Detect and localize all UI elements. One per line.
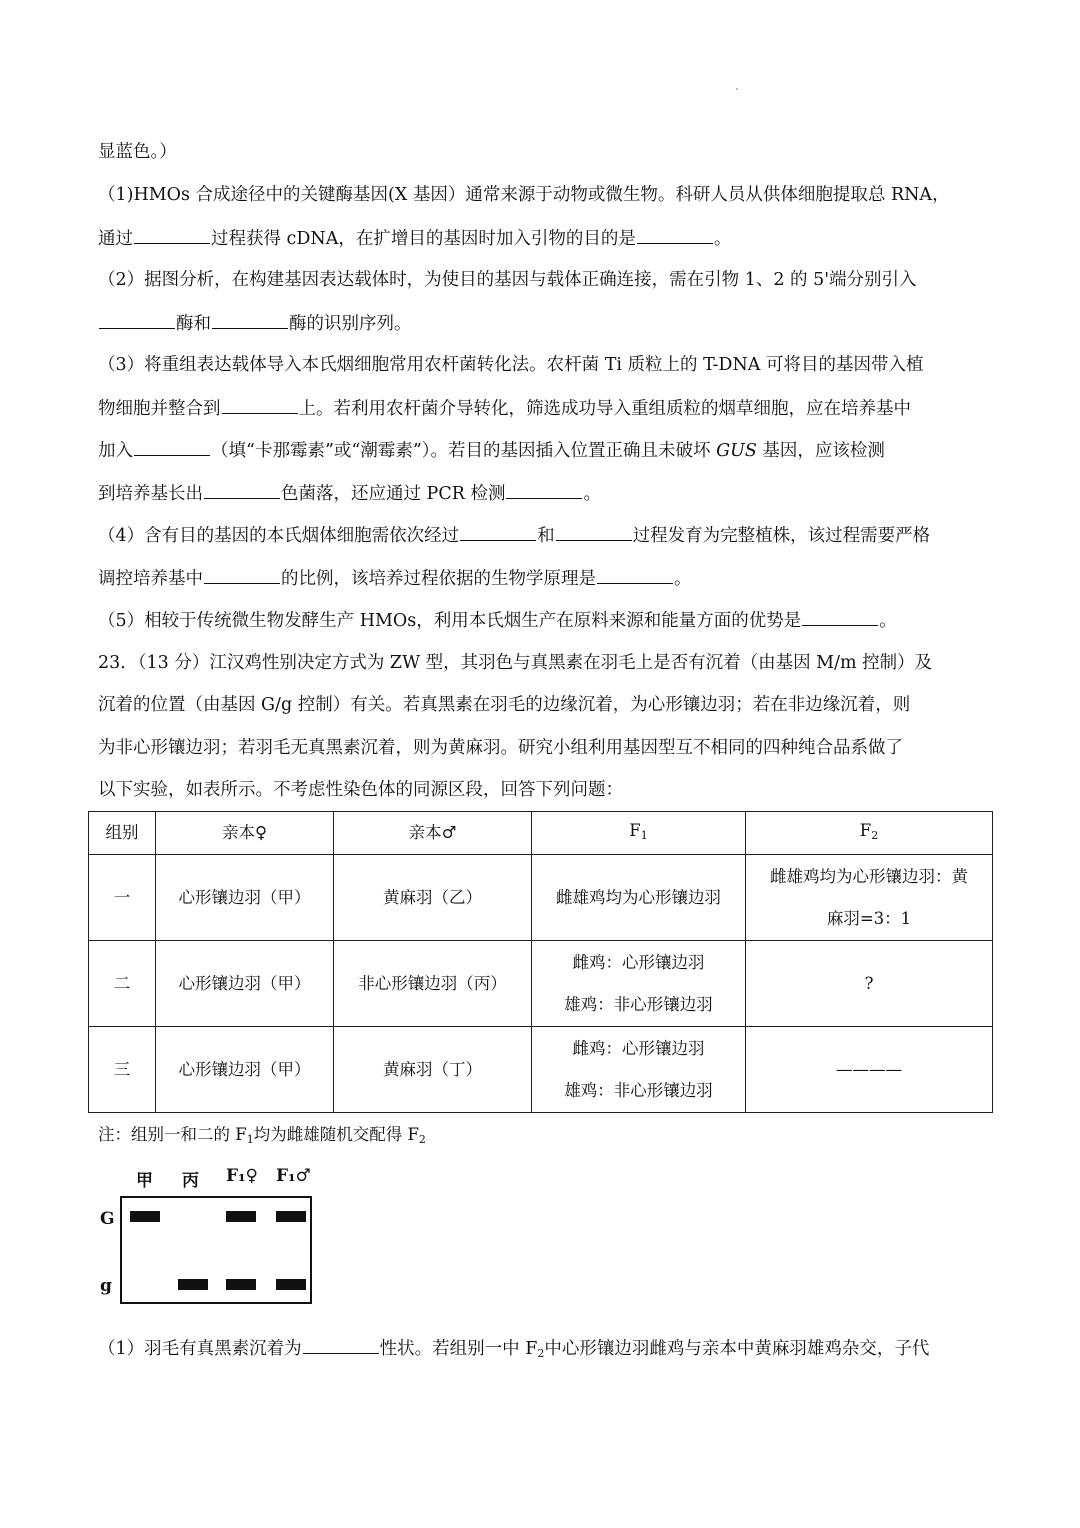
answer-blank[interactable] — [134, 437, 210, 456]
text-line — [98, 437, 988, 464]
text: 色菌落，还应通过 PCR 检测 — [281, 484, 506, 504]
answer-blank[interactable] — [506, 480, 582, 499]
text-line — [98, 225, 988, 252]
experiment-table — [88, 811, 993, 1113]
band-bing-g — [178, 1279, 208, 1290]
text: 酶和 — [176, 314, 211, 334]
cell-f2: ? — [746, 941, 993, 1027]
question-22-1 — [98, 182, 988, 208]
text-line — [98, 735, 988, 761]
text: 23．（13 分）江汉鸡性别决定方式为 ZW 型，其羽色与真黑素在羽毛上是否有沉着（由基因 M/m 控制）及 — [98, 653, 933, 673]
answer-blank[interactable] — [204, 565, 280, 584]
subscript: 1 — [246, 1133, 254, 1146]
text: （5）相较于传统微生物发酵生产 HMOs，利用本氏烟生产在原料来源和能量方面的优势是 — [98, 611, 802, 631]
text: 麻羽=3：1 — [826, 908, 912, 928]
text-line — [98, 310, 988, 337]
answer-blank[interactable] — [204, 480, 280, 499]
text: 均为雌雄随机交配得 F — [253, 1125, 419, 1144]
cell-f2: ———— — [746, 1027, 993, 1113]
cell-f1 — [532, 1027, 746, 1113]
band-f1-male-G — [276, 1211, 306, 1222]
header-group: 组别 — [89, 812, 156, 855]
text: 雌雄鸡均为心形镶边羽 — [556, 887, 721, 907]
cell-group: 一 — [89, 855, 156, 941]
text: 雌鸡：心形镶边羽 — [572, 952, 705, 972]
cell-male: 非心形镶边羽（丙） — [334, 941, 532, 1027]
text: 酶的识别序列。 — [289, 314, 412, 334]
text: 雌鸡：心形镶边羽 — [572, 1038, 705, 1058]
table-header-row — [89, 812, 993, 855]
text-line — [98, 139, 988, 165]
answer-blank[interactable] — [637, 225, 713, 244]
text: 雄鸡：非心形镶边羽 — [564, 994, 713, 1014]
band-f1-female-g — [226, 1279, 256, 1290]
band-label-g: g — [100, 1276, 112, 1296]
text: 过程获得 cDNA，在扩增目的基因时加入引物的目的是 — [211, 229, 636, 249]
lane-label-jia: 甲 — [136, 1171, 153, 1191]
speck-mark — [736, 88, 738, 90]
text: 的比例，该培养过程依据的生物学原理是 — [281, 569, 596, 589]
text: 物细胞并整合到 — [98, 399, 221, 419]
cell-f1 — [532, 855, 746, 941]
answer-blank[interactable] — [134, 225, 210, 244]
text: 加入 — [98, 441, 133, 461]
band-jia-G — [130, 1211, 160, 1222]
cell-f2 — [746, 855, 993, 941]
text-line — [98, 777, 988, 803]
subscript: 1 — [640, 828, 648, 842]
cell-female: 心形镶边羽（甲） — [156, 941, 334, 1027]
text: 到培养基长出 — [98, 484, 203, 504]
text: 基因，应该检测 — [762, 441, 885, 461]
question-22-5 — [98, 607, 988, 634]
band-f1-male-g — [276, 1279, 306, 1290]
text: 雄鸡：非心形镶边羽 — [564, 1080, 713, 1100]
answer-blank[interactable] — [222, 395, 298, 414]
header-female-parent: 亲本♀ — [156, 812, 334, 855]
text: 雌雄鸡均为心形镶边羽：黄 — [770, 866, 968, 886]
question-22-2 — [98, 267, 988, 293]
answer-blank[interactable] — [212, 310, 288, 329]
text: 调控培养基中 — [98, 569, 203, 589]
header-f1 — [532, 812, 746, 855]
cell-male: 黄麻羽（乙） — [334, 855, 532, 941]
text: 。 — [713, 229, 732, 249]
text-line — [98, 395, 988, 422]
text-line — [98, 565, 988, 592]
table-row — [89, 941, 993, 1027]
text-line — [98, 480, 988, 507]
lane-label-bing: 丙 — [182, 1171, 199, 1191]
text: 以下实验，如表所示。不考虑性染色体的同源区段，回答下列问题： — [98, 780, 623, 800]
subscript: 2 — [418, 1133, 426, 1146]
lane-label-f1-male: F₁♂ — [276, 1166, 311, 1186]
question-22-3 — [98, 352, 988, 378]
cell-group: 二 — [89, 941, 156, 1027]
table-row — [89, 1027, 993, 1113]
text: F — [629, 820, 641, 840]
answer-blank[interactable] — [597, 565, 673, 584]
electrophoresis-diagram — [98, 1166, 318, 1311]
answer-blank[interactable] — [99, 310, 175, 329]
text: （2）据图分析，在构建基因表达载体时，为使目的基因与载体正确连接，需在引物 1、2 的 5'端分别引入 — [98, 270, 917, 290]
text: （填“卡那霉素”或“潮霉素”）。若目的基因插入位置正确且未破坏 — [211, 441, 711, 461]
text: 显蓝色。） — [98, 142, 177, 162]
text: 注：组别一和二的 F — [98, 1125, 247, 1144]
cell-male: 黄麻羽（丁） — [334, 1027, 532, 1113]
text: 和 — [537, 526, 555, 546]
cell-female: 心形镶边羽（甲） — [156, 1027, 334, 1113]
text: （3）将重组表达载体导入本氏烟细胞常用农杆菌转化法。农杆菌 Ti 质粒上的 T-DNA 可将目的基因带入植 — [98, 355, 924, 375]
question-22-4 — [98, 522, 988, 549]
text: （4）含有目的基因的本氏烟体细胞需依次经过 — [98, 526, 460, 546]
text: 为非心形镶边羽；若羽毛无真黑素沉着，则为黄麻羽。研究小组利用基因型互不相同的四种纯合品系做了 — [98, 738, 903, 758]
cell-female: 心形镶边羽（甲） — [156, 855, 334, 941]
answer-blank[interactable] — [303, 1335, 379, 1354]
question-23-1 — [98, 1335, 988, 1367]
question-23-stem — [98, 650, 988, 676]
text: F — [859, 820, 872, 840]
text: （1）羽毛有真黑素沉着为 — [98, 1339, 302, 1359]
cell-f1 — [532, 941, 746, 1027]
text: 中心形镶边羽雌鸡与亲本中黄麻羽雄鸡杂交，子代 — [544, 1339, 930, 1359]
lane-label-f1-female: F₁♀ — [226, 1166, 258, 1186]
answer-blank[interactable] — [802, 607, 878, 626]
answer-blank[interactable] — [460, 522, 536, 541]
text: 沉着的位置（由基因 G/g 控制）有关。若真黑素在羽毛的边缘沉着，为心形镶边羽；若在非边缘沉着，则 — [98, 695, 911, 715]
table-row — [89, 855, 993, 941]
text: 。 — [583, 484, 601, 504]
cell-group: 三 — [89, 1027, 156, 1113]
text: 上。若利用农杆菌介导转化，筛选成功导入重组质粒的烟草细胞，应在培养基中 — [298, 399, 911, 419]
text: （1)HMOs 合成途径中的关键酶基因(X 基因）通常来源于动物或微生物。科研人员从供体细胞提取总 RNA， — [98, 185, 950, 205]
text-line — [98, 692, 988, 718]
text: 过程发育为完整植株，该过程需要严格 — [632, 526, 931, 546]
text: 性状。若组别一中 F — [379, 1339, 538, 1359]
text: 。 — [674, 569, 692, 589]
subscript: 2 — [537, 1347, 545, 1360]
text: 通过 — [98, 229, 133, 249]
gene-name-italic: GUS — [716, 441, 757, 461]
header-male-parent: 亲本♂ — [334, 812, 532, 855]
header-f2 — [746, 812, 993, 855]
band-f1-female-G — [226, 1211, 256, 1222]
text: 。 — [879, 611, 897, 631]
table-note — [98, 1122, 988, 1153]
band-label-G: G — [100, 1209, 115, 1229]
subscript: 2 — [871, 828, 879, 842]
answer-blank[interactable] — [556, 522, 632, 541]
